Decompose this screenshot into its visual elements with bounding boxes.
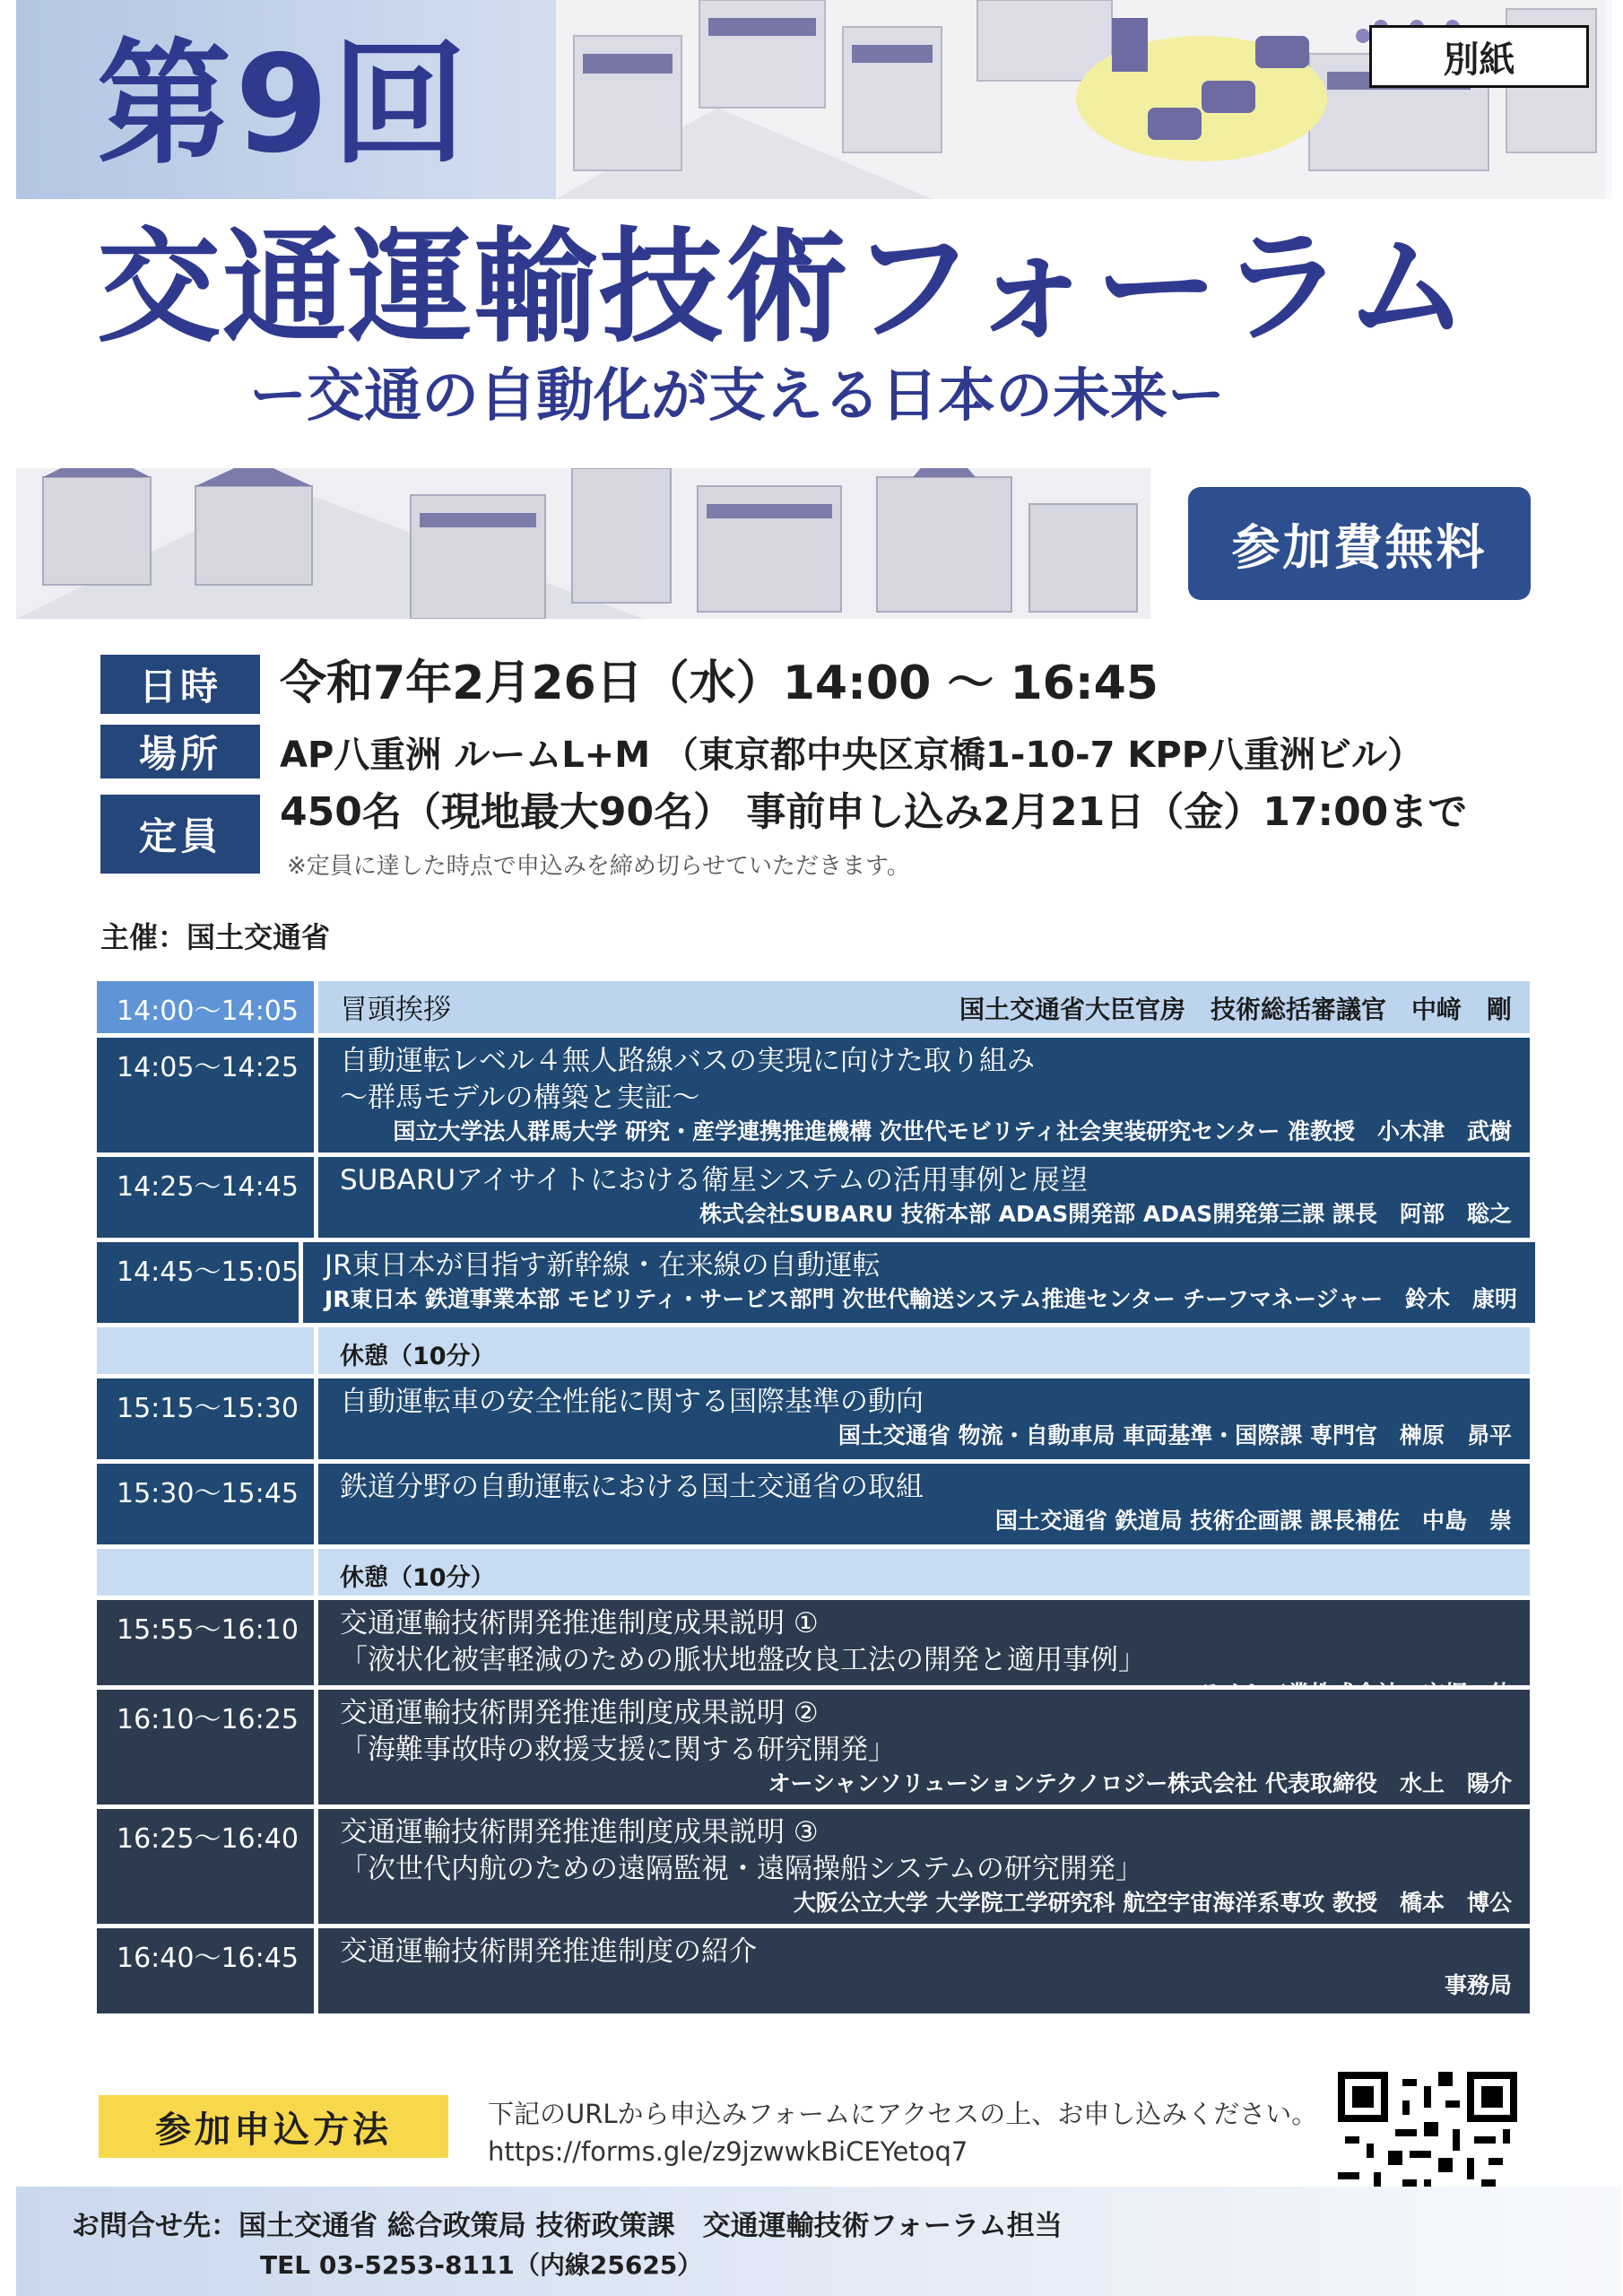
- program-row: [97, 1690, 1530, 1805]
- session-subtitle: 「液状化被害軽減のための脈状地盤改良工法の開発と適用事例」: [340, 1644, 1146, 1676]
- program-row: [97, 1378, 1530, 1459]
- session-time: 16:25～16:40: [97, 1809, 314, 1924]
- session-time: 16:10～16:25: [97, 1690, 314, 1805]
- session-speaker: JR東日本 鉄道事業本部 モビリティ・サービス部門 次世代輸送システム推進センター チーフマネージャー 鈴木 康明: [324, 1286, 1518, 1312]
- session-title: 自動運転車の安全性能に関する国際基準の動向: [340, 1386, 924, 1418]
- session-content: [303, 1242, 1535, 1323]
- session-time: 16:40～16:45: [97, 1928, 314, 2013]
- free-admission-badge: 参加費無料: [1188, 487, 1531, 600]
- session-speaker: 大阪公立大学 大学院工学研究科 航空宇宙海洋系専攻 教授 橋本 博公: [793, 1890, 1512, 1916]
- session-speaker: 国立大学法人群馬大学 研究・産学連携推進機構 次世代モビリティ社会実装研究センター 准教授 小木津 武樹: [393, 1118, 1512, 1144]
- session-time: 14:45～15:05: [97, 1242, 299, 1323]
- program-row: [97, 981, 1530, 1033]
- edition-number: 第9回: [97, 27, 471, 183]
- session-content: [318, 1928, 1530, 2013]
- program-row: [97, 1242, 1530, 1323]
- session-title: 自動運転レベル４無人路線バスの実現に向けた取り組み: [340, 1045, 1035, 1077]
- session-time: 15:15～15:30: [97, 1378, 314, 1459]
- contact-phone: TEL 03-5253-8111（内線25625）: [260, 2250, 703, 2280]
- session-content: [318, 981, 1530, 1033]
- session-content: [318, 1038, 1530, 1152]
- city-illustration-lower: [16, 468, 1150, 619]
- program-row: [97, 1464, 1530, 1544]
- session-content: [318, 1690, 1530, 1805]
- venue-value: AP八重洲 ルームL+M （東京都中央区京橋1-10-7 KPP八重洲ビル）: [280, 735, 1424, 776]
- session-title: 鉄道分野の自動運転における国土交通省の取組: [340, 1471, 924, 1503]
- session-speaker: 国土交通省 物流・自動車局 車両基準・国際課 専門官 榊原 昴平: [838, 1422, 1512, 1448]
- session-time: 14:00～14:05: [97, 981, 314, 1033]
- session-content: 休憩（10分）: [318, 1327, 1530, 1374]
- forum-title: 交通運輸技術フォーラム: [97, 215, 1471, 360]
- attachment-tag: 別紙: [1369, 25, 1589, 88]
- session-title: 交通運輸技術開発推進制度の紹介: [340, 1935, 757, 1968]
- program-row: [97, 1809, 1530, 1924]
- apply-url-link[interactable]: https://forms.gle/z9jzwwkBiCEYetoq7: [488, 2136, 968, 2167]
- program-row: [97, 1600, 1530, 1685]
- program-row: [97, 1038, 1530, 1152]
- session-time: [97, 1327, 314, 1374]
- session-speaker: 事務局: [1444, 1972, 1512, 1998]
- apply-method-label: 参加申込方法: [99, 2095, 448, 2158]
- session-subtitle: ～群馬モデルの構築と実証～: [340, 1082, 700, 1114]
- program-row: [97, 1157, 1530, 1238]
- session-time: 15:30～15:45: [97, 1464, 314, 1544]
- session-subtitle: 「次世代内航のための遠隔監視・遠隔操船システムの研究開発」: [340, 1853, 1143, 1885]
- session-speaker: 国土交通省 鉄道局 技術企画課 課長補佐 中島 崇: [994, 1508, 1512, 1534]
- datetime-label: 日時: [100, 655, 260, 714]
- session-content: [318, 1378, 1530, 1459]
- session-time: [97, 1549, 314, 1596]
- program-table: [97, 981, 1530, 2018]
- session-time: 14:25～14:45: [97, 1157, 314, 1238]
- program-break-row: [97, 1549, 1530, 1596]
- session-speaker: オーシャンソリューションテクノロジー株式会社 代表取締役 水上 陽介: [768, 1770, 1512, 1796]
- session-time: 15:55～16:10: [97, 1600, 314, 1685]
- session-content: 休憩（10分）: [318, 1549, 1530, 1596]
- apply-instruction-text: 下記のURLから申込みフォームにアクセスの上、お申し込みください。: [488, 2099, 1318, 2129]
- session-subtitle: 「海難事故時の救援支援に関する研究開発」: [340, 1734, 896, 1766]
- session-content: [318, 1157, 1530, 1238]
- session-title: 交通運輸技術開発推進制度成果説明 ②: [340, 1697, 819, 1729]
- capacity-label: 定員: [100, 795, 260, 874]
- session-content: [318, 1464, 1530, 1544]
- apply-instructions: [488, 2095, 1317, 2170]
- session-title: 交通運輸技術開発推進制度成果説明 ③: [340, 1816, 819, 1848]
- venue-label: 場所: [100, 725, 260, 778]
- contact-info: お問合せ先：国土交通省 総合政策局 技術政策課 交通運輸技術フォーラム担当: [72, 2210, 1063, 2242]
- capacity-value: 450名（現地最大90名） 事前申し込み2月21日（金）17:00まで: [280, 789, 1468, 835]
- session-title: SUBARUアイサイトにおける衛星システムの活用事例と展望: [340, 1164, 1089, 1196]
- program-row: [97, 1928, 1530, 2013]
- capacity-note: ※定員に達した時点で申込みを締め切らせていただきます。: [287, 853, 910, 880]
- program-break-row: [97, 1327, 1530, 1374]
- session-content: [318, 1809, 1530, 1924]
- session-title: 交通運輸技術開発推進制度成果説明 ①: [340, 1607, 819, 1639]
- session-title: 冒頭挨拶: [340, 993, 451, 1026]
- forum-subtitle: ー交通の自動化が支える日本の未来ー: [249, 363, 1225, 430]
- session-speaker: 国土交通省大臣官房 技術総括審議官 中﨑 剛: [959, 995, 1512, 1024]
- organizer: 主催：国土交通省: [100, 920, 331, 954]
- datetime-value: 令和7年2月26日（水）14:00 ～ 16:45: [280, 657, 1159, 710]
- session-content: [318, 1600, 1530, 1685]
- session-title: JR東日本が目指す新幹線・在来線の自動運転: [324, 1249, 881, 1282]
- session-speaker: 株式会社SUBARU 技術本部 ADAS開発部 ADAS開発第三課 課長 阿部 聡之: [699, 1201, 1512, 1227]
- session-time: 14:05～14:25: [97, 1038, 314, 1152]
